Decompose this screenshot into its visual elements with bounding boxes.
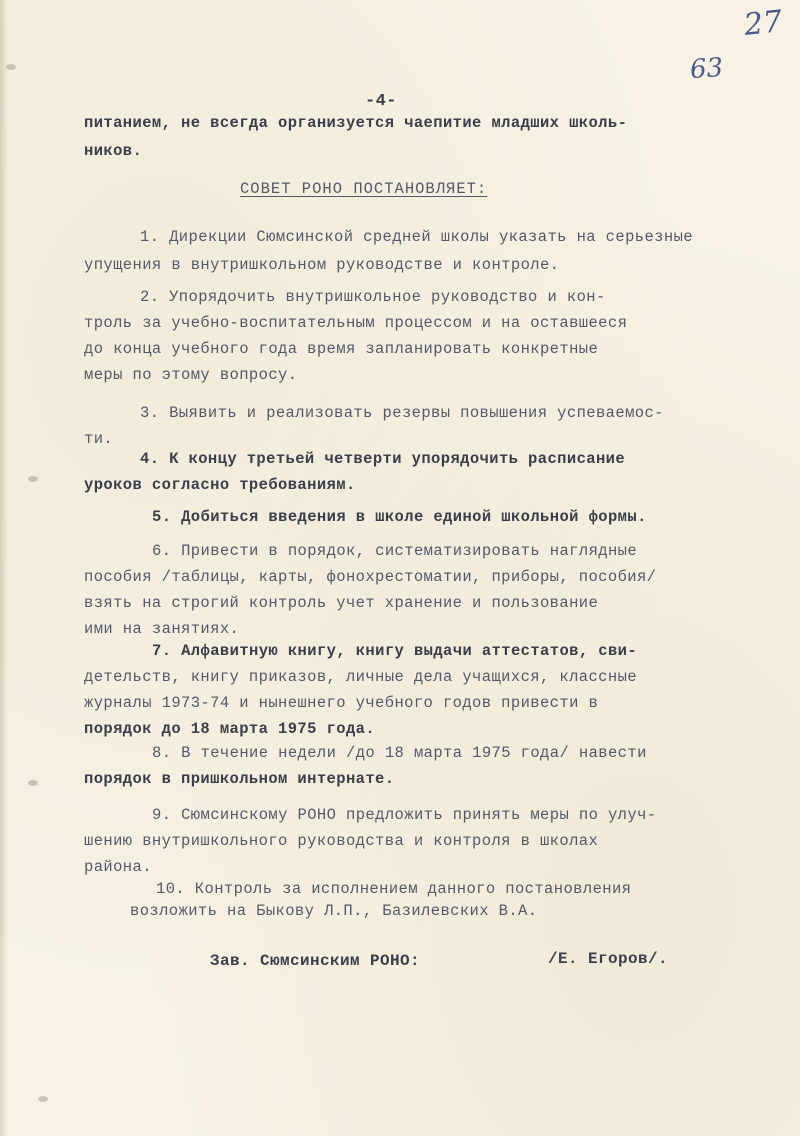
continuation-line: ников. (84, 142, 143, 160)
resolution-item-8: 8. В течение недели /до 18 марта 1975 года/ навести (152, 744, 647, 762)
paper-speck (28, 780, 38, 786)
resolution-item-4: 4. К концу третьей четверти упорядочить расписание (140, 450, 626, 468)
resolution-item-7: 7. Алфавитную книгу, книгу выдачи аттестатов, сви- (152, 642, 638, 660)
paper-speck (6, 64, 16, 70)
resolution-item-2: меры по этому вопросу. (84, 366, 298, 384)
resolution-item-10: 10. Контроль за исполнением данного постановления (156, 880, 632, 898)
resolution-item-5: 5. Добиться введения в школе единой школьной формы. (152, 508, 647, 526)
resolution-item-4: уроков согласно требованиям. (84, 476, 356, 494)
resolution-item-7: детельств, книгу приказов, личные дела учащихся, классные (84, 668, 637, 686)
resolution-item-10: возложить на Быкову Л.П., Базилевских В.А. (130, 902, 538, 920)
resolution-item-9: района. (84, 858, 152, 876)
resolution-item-2: до конца учебного года время запланировать конкретные (84, 340, 599, 358)
resolution-item-6: 6. Привести в порядок, систематизировать наглядные (152, 542, 638, 560)
page-number: -4- (365, 92, 397, 111)
resolution-item-6: ими на занятиях. (84, 620, 240, 638)
resolution-item-3: 3. Выявить и реализовать резервы повышения успеваемос- (140, 404, 664, 422)
resolution-heading: СОВЕТ РОНО ПОСТАНОВЛЯЕТ: (240, 180, 488, 198)
resolution-item-2: троль за учебно-воспитательным процессом и на оставшееся (84, 314, 628, 332)
paper-speck (38, 1096, 48, 1102)
paper-speck (28, 476, 38, 482)
resolution-item-2: 2. Упорядочить внутришкольное руководство и кон- (140, 288, 606, 306)
page-fold-shadow (0, 0, 8, 1136)
continuation-line: питанием, не всегда организуется чаепитие младших школь- (84, 114, 628, 132)
signature-name: /Е. Егоров/. (548, 950, 669, 968)
resolution-item-9: шению внутришкольного руководства и контроля в школах (84, 832, 599, 850)
resolution-item-6: пособия /таблицы, карты, фонохрестоматии, приборы, пособия/ (84, 568, 657, 586)
signature-position: Зав. Сюмсинским РОНО: (210, 952, 421, 970)
resolution-item-9: 9. Сюмсинскому РОНО предложить принять меры по улуч- (152, 806, 657, 824)
sheet-number-annotation: 63 (688, 52, 725, 86)
resolution-item-7: порядок до 18 марта 1975 года. (84, 720, 376, 738)
resolution-item-1: упущения в внутришкольном руководстве и контроле. (84, 256, 560, 274)
resolution-item-7: журналы 1973-74 и нынешнего учебного годов привести в (84, 694, 599, 712)
resolution-item-6: взять на строгий контроль учет хранение и пользование (84, 594, 599, 612)
resolution-item-3: ти. (84, 430, 114, 448)
archive-number-annotation: 27 (742, 4, 784, 43)
resolution-item-1: 1. Дирекции Сюмсинской средней школы указать на серьезные (140, 228, 693, 246)
resolution-item-8: порядок в пришкольном интернате. (84, 770, 395, 788)
